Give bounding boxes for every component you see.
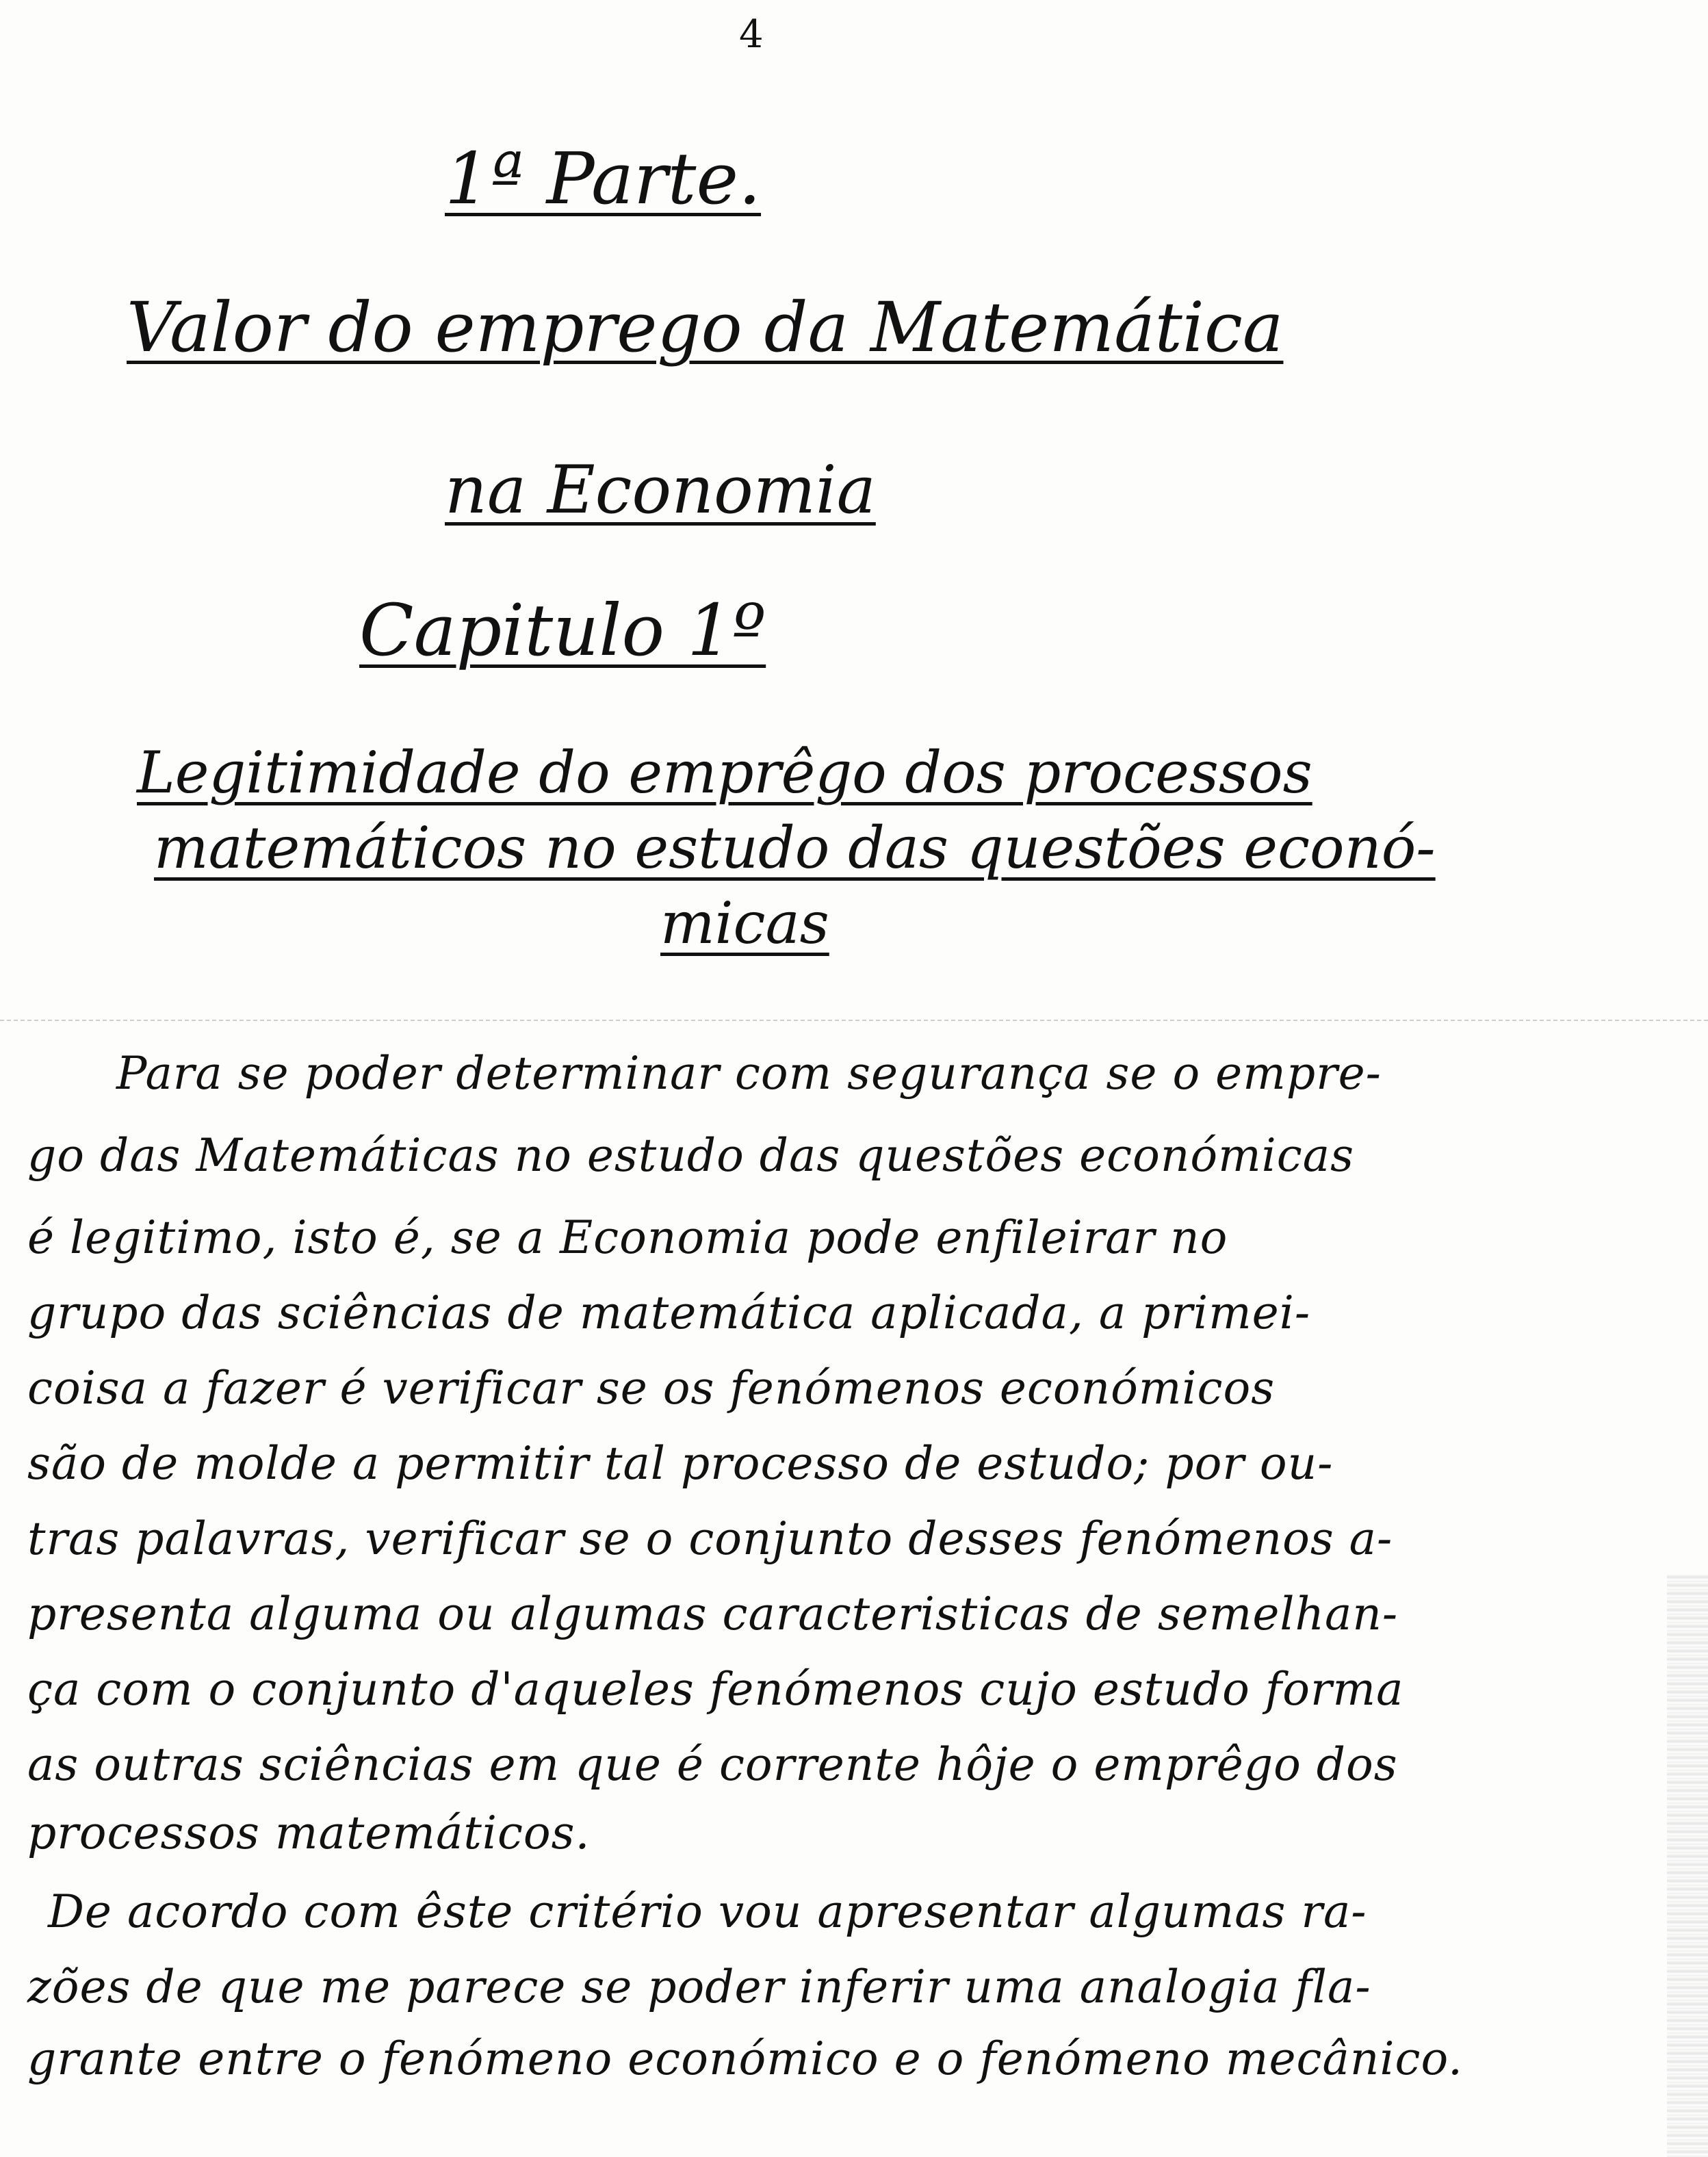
part-heading: 1ª Parte. — [445, 137, 762, 220]
body-line: grante entre o fenómeno económico e o fenómeno mecânico. — [27, 2032, 1464, 2085]
body-line: são de molde a permitir tal processo de estudo; por ou- — [27, 1437, 1334, 1490]
ruled-line — [0, 1020, 1708, 1021]
chapter-heading: Capitulo 1º — [359, 589, 766, 672]
body-line: tras palavras, verificar se o conjunto desses fenómenos a- — [27, 1512, 1393, 1565]
page-number: 4 — [739, 12, 764, 57]
body-line: grupo das sciências de matemática aplicada, a primei- — [27, 1287, 1311, 1339]
subtitle-line-3: micas — [660, 890, 829, 957]
body-line: as outras sciências em que é corrente hôje o emprêgo dos — [27, 1738, 1398, 1791]
body-line: go das Matemáticas no estudo das questões económicas — [27, 1129, 1354, 1182]
body-line: coisa a fazer é verificar se os fenómenos económicos — [27, 1362, 1276, 1415]
body-line: é legitimo, isto é, se a Economia pode enfileirar no — [27, 1211, 1228, 1264]
body-line: Para se poder determinar com segurança se o empre- — [116, 1047, 1382, 1100]
body-line: presenta alguma ou algumas caracteristicas de semelhan- — [27, 1588, 1399, 1640]
subtitle-line-1: Legitimidade do emprêgo dos processos — [137, 739, 1312, 806]
body-line: processos matemáticos. — [27, 1807, 591, 1859]
body-line: De acordo com êste critério vou apresentar algumas ra- — [48, 1885, 1367, 1938]
subtitle-line-2: matemáticos no estudo das questões econó- — [154, 814, 1436, 881]
body-line: zões de que me parece se poder inferir uma analogia fla- — [27, 1961, 1371, 2013]
scan-edge-noise — [1667, 1574, 1708, 2157]
body-line: ça com o conjunto d'aqueles fenómenos cujo estudo forma — [27, 1663, 1404, 1716]
title-line-1: Valor do emprego da Matemática — [127, 287, 1284, 367]
title-line-2: na Economia — [445, 452, 876, 528]
